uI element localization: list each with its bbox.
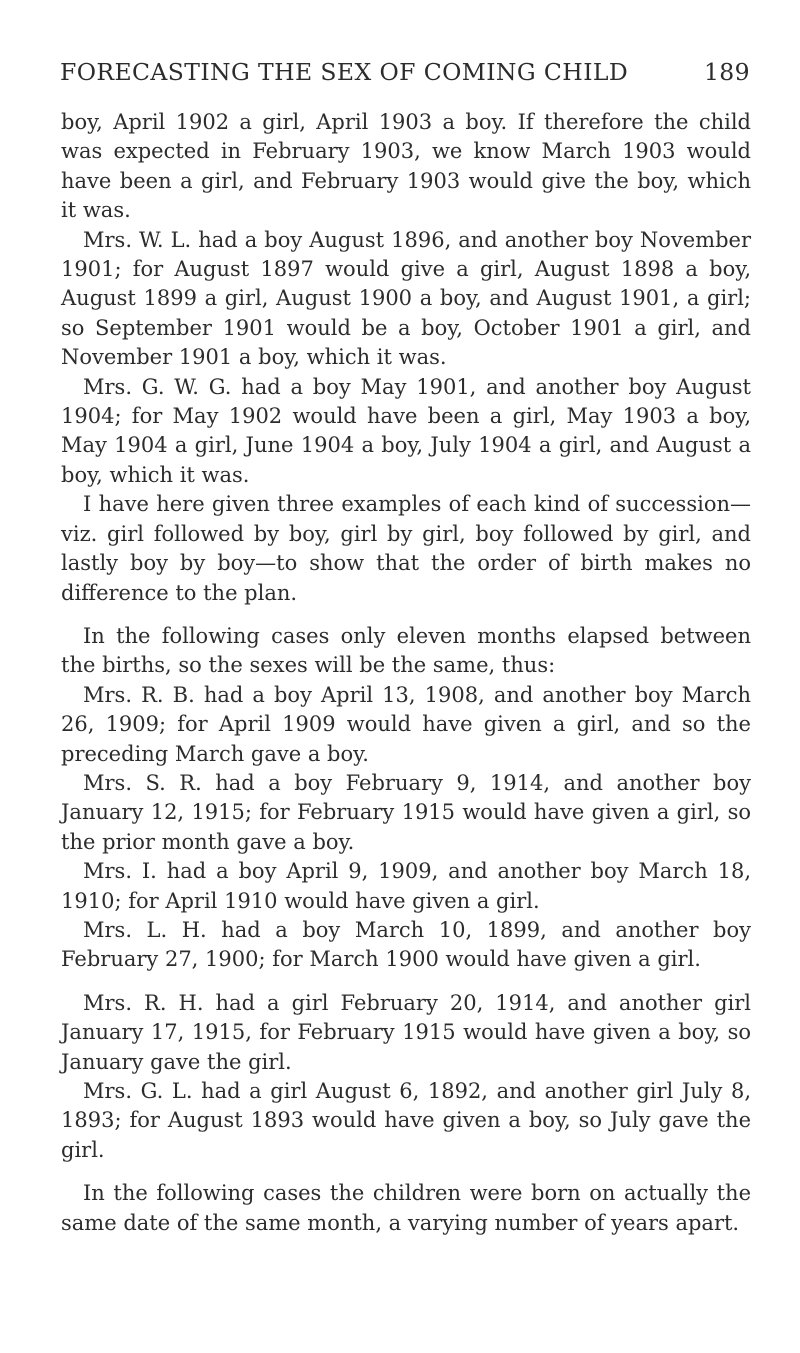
running-head-title: FORECASTING THE SEX OF COMING CHILD xyxy=(60,58,629,86)
paragraph-mrs-w-l: Mrs. W. L. had a boy August 1896, and another boy November 1901; for August 1897 would give a girl, August 1898 a boy, August 1899 a girl, August 1900 a boy, and August 1901, a girl; so September 1901 would be a boy, October 1901 a girl, and November 1901 a boy, which it was. xyxy=(61,227,751,370)
paragraph-mrs-g-w-g: Mrs. G. W. G. had a boy May 1901, and another boy August 1904; for May 1902 would have been a girl, May 1903 a boy, May 1904 a girl, June 1904 a boy, July 1904 a girl, and August a boy, which it was. xyxy=(61,374,751,487)
page-number: 189 xyxy=(703,58,750,86)
paragraph-same-date-intro: In the following cases the children were born on actually the same date of the same month, a varying number of years apart. xyxy=(61,1181,751,1235)
paragraph-mrs-l-h: Mrs. L. H. had a boy March 10, 1899, and another boy February 27, 1900; for March 1900 would have given a girl. xyxy=(61,917,751,972)
paragraph-mrs-r-h: Mrs. R. H. had a girl February 20, 1914, and another girl January 17, 1915, for February 1915 would have given a boy, so January gave the girl. xyxy=(61,990,751,1074)
paragraph-mrs-g-l: Mrs. G. L. had a girl August 6, 1892, and another girl July 8, 1893; for August 1893 would have given a boy, so July gave the girl. xyxy=(61,1079,751,1162)
running-head xyxy=(60,58,750,98)
paragraph-continuation: boy, April 1902 a girl, April 1903 a boy. If therefore the child was expected in February 1903, we know March 1903 would have been a girl, and February 1903 would give the boy, which it was. xyxy=(61,110,751,223)
paragraph-summary: I have here given three examples of each kind of succession—viz. girl followed by boy, girl by girl, boy followed by girl, and lastly boy by boy—to show that the order of birth makes no difference to the plan. xyxy=(61,492,751,605)
paragraph-mrs-r-b: Mrs. R. B. had a boy April 13, 1908, and another boy March 26, 1909; for April 1909 would have given a girl, and so the preceding March gave a boy. xyxy=(61,682,751,766)
paragraph-mrs-i: Mrs. I. had a boy April 9, 1909, and another boy March 18, 1910; for April 1910 would have given a girl. xyxy=(61,859,751,913)
paragraph-eleven-months-intro: In the following cases only eleven months elapsed between the births, so the sexes will be the same, thus: xyxy=(61,623,751,678)
paragraph-mrs-s-r: Mrs. S. R. had a boy February 9, 1914, and another boy January 12, 1915; for February 1915 would have given a girl, so the prior month gave a boy. xyxy=(61,770,751,854)
body-text xyxy=(61,108,751,1238)
